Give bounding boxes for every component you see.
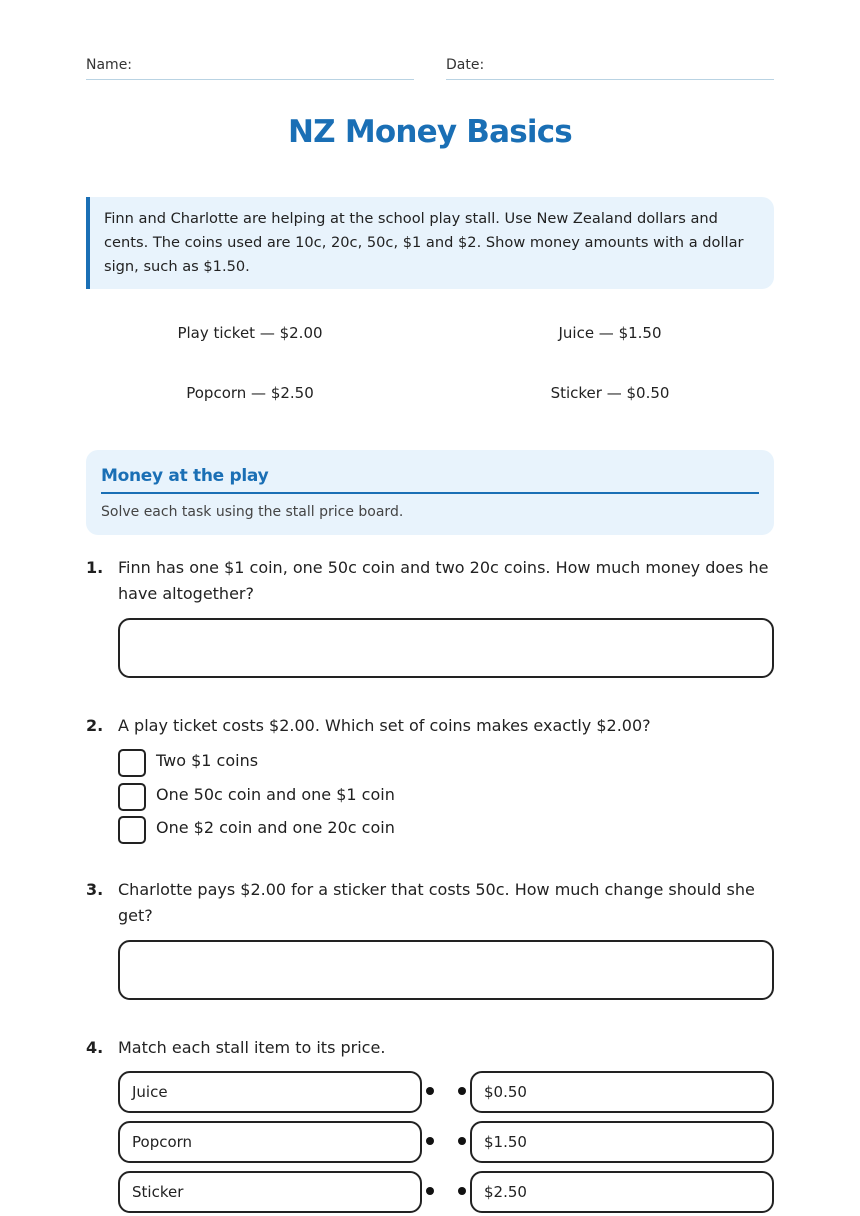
- question-text: Finn has one $1 coin, one 50c coin and two 20c coins. How much money does he have altogether?: [118, 558, 769, 603]
- question-text: Charlotte pays $2.00 for a sticker that costs 50c. How much change should she get?: [118, 880, 755, 925]
- section-title: Money at the play: [101, 464, 759, 494]
- answer-box-1[interactable]: [118, 618, 774, 678]
- match-item-left[interactable]: Popcorn: [118, 1121, 422, 1163]
- section-header: [86, 450, 774, 535]
- match-item-left[interactable]: Sticker: [118, 1171, 422, 1213]
- question-number: 3.: [86, 880, 104, 899]
- intro-callout: Finn and Charlotte are helping at the school play stall. Use New Zealand dollars and cents. The coins used are 10c, 20c, 50c, $1 and $2. Show money amounts with a dollar sign, such as $1.50.: [86, 197, 774, 289]
- checkbox[interactable]: [118, 783, 146, 811]
- match-item-right[interactable]: $2.50: [470, 1171, 774, 1213]
- price-item-play-ticket: Play ticket — $2.00: [177, 324, 323, 342]
- match-item-left[interactable]: Juice: [118, 1071, 422, 1113]
- option-label: One 50c coin and one $1 coin: [156, 785, 395, 804]
- match-dot-left[interactable]: [426, 1137, 434, 1145]
- name-label: Name:: [86, 57, 133, 73]
- match-dot-right[interactable]: [458, 1137, 466, 1145]
- question-text: Match each stall item to its price.: [118, 1038, 386, 1057]
- match-dot-right[interactable]: [458, 1187, 466, 1195]
- match-item-right[interactable]: $1.50: [470, 1121, 774, 1163]
- question-text: A play ticket costs $2.00. Which set of coins makes exactly $2.00?: [118, 716, 651, 735]
- date-field[interactable]: [446, 54, 774, 80]
- date-label: Date:: [446, 57, 485, 73]
- option-label: One $2 coin and one 20c coin: [156, 818, 395, 837]
- section-subtitle: Solve each task using the stall price board.: [101, 504, 404, 520]
- checkbox[interactable]: [118, 749, 146, 777]
- match-dot-right[interactable]: [458, 1087, 466, 1095]
- question-number: 2.: [86, 716, 104, 735]
- worksheet-title: NZ Money Basics: [288, 114, 572, 150]
- option-label: Two $1 coins: [156, 751, 259, 770]
- match-dot-left[interactable]: [426, 1187, 434, 1195]
- name-date-row: [86, 54, 774, 80]
- price-item-popcorn: Popcorn — $2.50: [186, 384, 314, 402]
- question-number: 1.: [86, 558, 104, 577]
- answer-box-3[interactable]: [118, 940, 774, 1000]
- checkbox[interactable]: [118, 816, 146, 844]
- question-number: 4.: [86, 1038, 104, 1057]
- match-dot-left[interactable]: [426, 1087, 434, 1095]
- name-field[interactable]: [86, 54, 414, 80]
- price-item-juice: Juice — $1.50: [558, 324, 662, 342]
- match-item-right[interactable]: $0.50: [470, 1071, 774, 1113]
- price-item-sticker: Sticker — $0.50: [550, 384, 670, 402]
